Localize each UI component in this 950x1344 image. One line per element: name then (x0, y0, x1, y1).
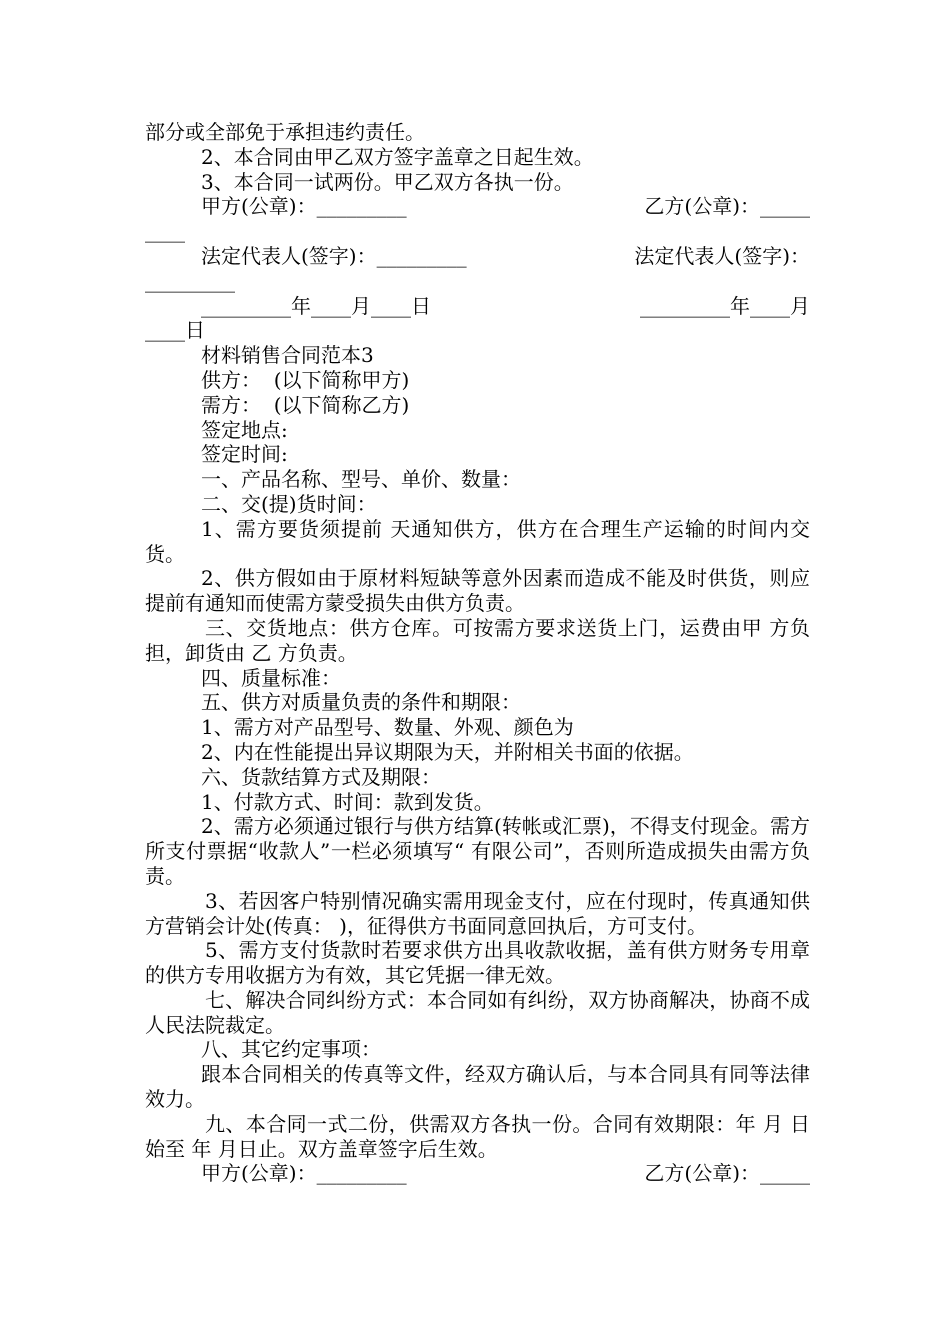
signing-place: 签定地点: (201, 417, 288, 442)
section-3: 三、交货地点：供方仓库。可按需方要求送货上门，运费由甲 方负担，卸货由 乙 方负责。 (145, 615, 810, 665)
party-b-date: _________年____月 (640, 293, 810, 318)
section-5-item-2: 2、内在性能提出异议期限为天，并附相关书面的依据。 (201, 739, 694, 764)
section-6-item-3: 3、若因客户特别情况确实需用现金支付，应在付现时，传真通知供方营销会计处(传真： )，征得供方书面同意回执后，方可支付。 (145, 888, 810, 938)
party-a-seal: 甲方(公章)：_________ (201, 194, 407, 219)
signature-row-party (145, 194, 810, 219)
section-2-item-1: 1、需方要货须提前 天通知供方，供方在合理生产运输的时间内交货。 (145, 516, 810, 566)
supplier-line: 供方： (以下简称甲方) (201, 367, 410, 392)
underline-continuation: _________ (145, 268, 235, 293)
party-a-seal-final: 甲方(公章)：_________ (201, 1161, 407, 1186)
text-line: 部分或全部免于承担违约责任。 (145, 120, 425, 144)
section-6-item-2: 2、需方必须通过银行与供方结算(转帐或汇票)，不得支付现金。需方所支付票据“收款人”一栏必须填写“ 有限公司”，否则所造成损失由需方负责。 (145, 814, 810, 888)
document-page (145, 120, 810, 1186)
party-a-representative: 法定代表人(签字)：_________ (201, 243, 467, 268)
section-6: 六、货款结算方式及期限： (201, 764, 441, 789)
section-5: 五、供方对质量负责的条件和期限： (201, 690, 521, 715)
clause-2: 2、本合同由甲乙双方签字盖章之日起生效。 (201, 144, 594, 169)
party-a-date: _________年____月____日 (201, 293, 431, 318)
date-row (145, 294, 810, 319)
section-8-body: 跟本合同相关的传真等文件，经双方确认后，与本合同具有同等法律效力。 (145, 1062, 810, 1112)
section-2-item-2: 2、供方假如由于原材料短缺等意外因素而造成不能及时供货，则应提前有通知而使需方蒙受损失由供方负责。 (145, 566, 810, 616)
section-2: 二、交(提)货时间： (201, 491, 377, 516)
signature-row-representative (145, 244, 810, 269)
section-1: 一、产品名称、型号、单价、数量： (201, 467, 521, 492)
section-7: 七、解决合同纠纷方式：本合同如有纠纷，双方协商解决，协商不成 人民法院裁定。 (145, 987, 810, 1037)
date-continuation: ____日 (145, 318, 205, 343)
buyer-line: 需方： (以下简称乙方) (201, 392, 410, 417)
party-b-seal-final: 乙方(公章)：_____ (644, 1161, 810, 1186)
document-title: 材料销售合同范本3 (201, 343, 374, 368)
section-4: 四、质量标准： (201, 665, 341, 690)
section-8: 八、其它约定事项： (201, 1037, 381, 1062)
signature-row-final (145, 1161, 810, 1186)
party-b-representative: 法定代表人(签字)： (634, 243, 810, 268)
section-6-item-5: 5、需方支付货款时若要求供方出具收款收据，盖有供方财务专用章的供方专用收据方为有效，其它凭据一律无效。 (145, 938, 810, 988)
signing-time: 签定时间: (201, 442, 288, 467)
section-6-item-1: 1、付款方式、时间：款到发货。 (201, 789, 494, 814)
clause-3: 3、本合同一试两份。甲乙双方各执一份。 (201, 169, 574, 194)
party-b-seal: 乙方(公章)：_____ (644, 194, 810, 219)
section-5-item-1: 1、需方对产品型号、数量、外观、颜色为 (201, 715, 574, 740)
underline-continuation: ____ (145, 219, 185, 244)
section-9: 九、本合同一式二份，供需双方各执一份。合同有效期限：年 月 日始至 年 月日止。双方盖章签字后生效。 (145, 1111, 810, 1161)
